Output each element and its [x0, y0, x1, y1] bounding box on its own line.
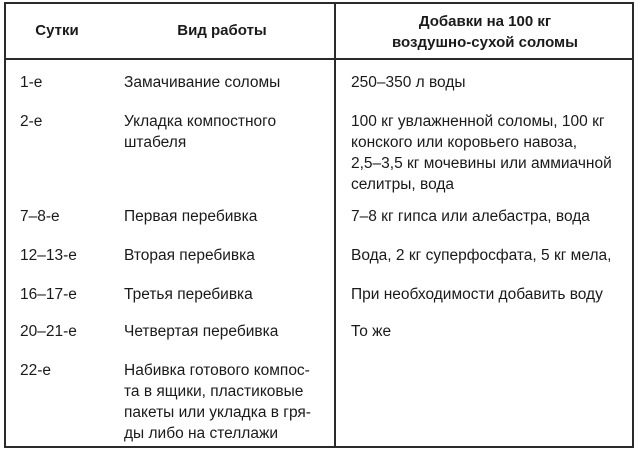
- header-day: Сутки: [35, 22, 79, 39]
- row-4-day: 12–13-е: [20, 247, 77, 264]
- row-5-work: Третья перебивка: [124, 286, 253, 303]
- row-2-day: 2-е: [20, 113, 43, 130]
- row-5-additives: При необходимости добавить воду: [351, 286, 603, 303]
- header-work: Вид работы: [177, 22, 267, 39]
- header-additives: Добавки на 100 кг воздушно-сухой соломы: [392, 13, 578, 51]
- row-6-work: Четвертая перебивка: [124, 323, 279, 340]
- row-1-work: Замачивание соломы: [124, 74, 281, 91]
- row-5-day: 16–17-е: [20, 286, 77, 303]
- row-6-additives: То же: [351, 323, 392, 340]
- row-4-work: Вторая перебивка: [124, 247, 255, 264]
- column-divider: [334, 2, 336, 448]
- row-2-additives: 100 кг увлажненной соломы, 100 кг конского или коровьего навоза, 2,5–3,5 кг мочевины или аммиачной селитры, вода: [351, 113, 612, 193]
- row-4-additives: Вода, 2 кг суперфосфата, 5 кг мела,: [351, 247, 612, 264]
- row-1-day: 1-е: [20, 74, 43, 91]
- row-7-work: Набивка готового компос- та в ящики, пластиковые пакеты или укладка в гря- ды либо на стеллажи: [124, 362, 311, 442]
- row-6-day: 20–21-е: [20, 323, 77, 340]
- row-7-day: 22-е: [20, 362, 52, 379]
- row-1-additives: 250–350 л воды: [351, 74, 466, 91]
- row-3-additives: 7–8 кг гипса или алебастра, вода: [351, 208, 590, 225]
- row-3-day: 7–8-е: [20, 208, 60, 225]
- row-2-work: Укладка компостного штабеля: [124, 113, 277, 151]
- header-divider: [4, 58, 634, 60]
- row-3-work: Первая перебивка: [124, 208, 258, 225]
